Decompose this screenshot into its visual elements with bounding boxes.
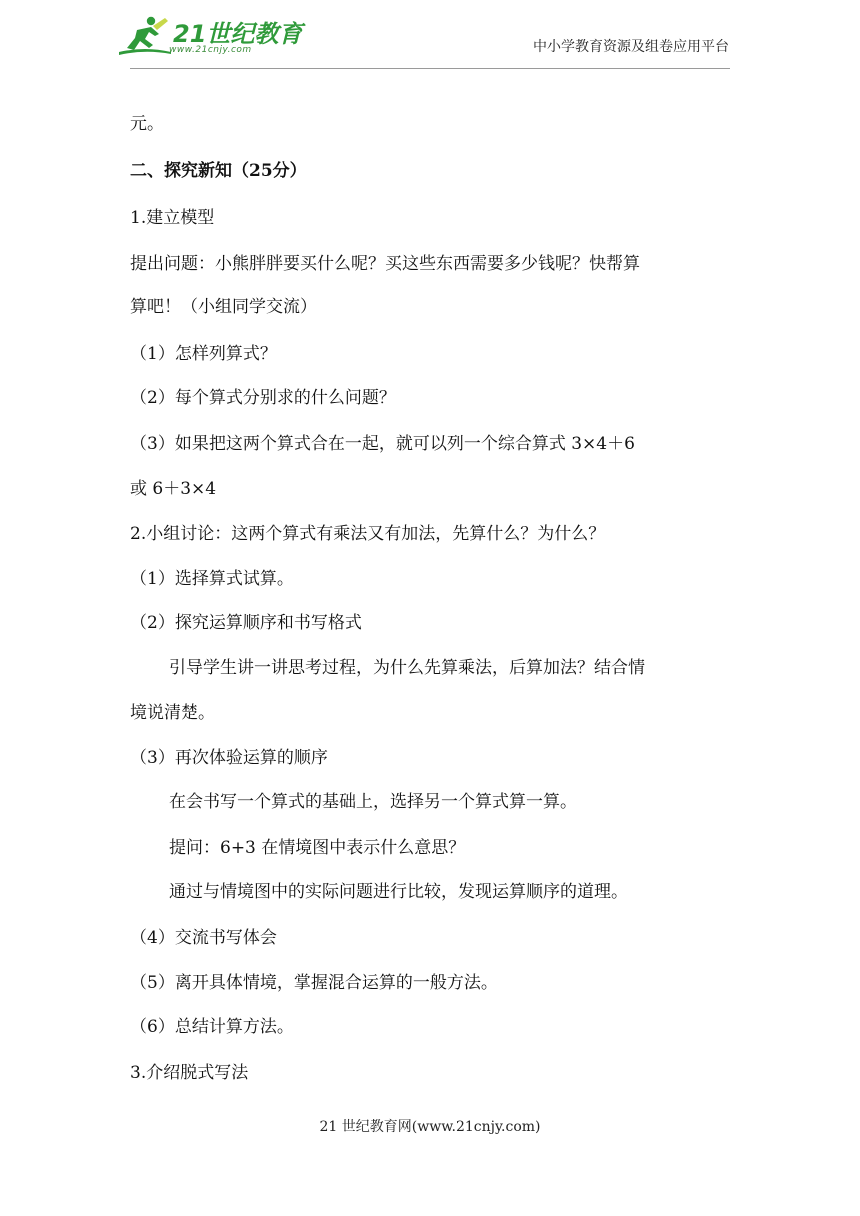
- logo: [115, 12, 303, 58]
- text-line: 境说清楚。: [130, 703, 215, 723]
- page-header: [0, 0, 860, 75]
- list-item: （5）离开具体情境，掌握混合运算的一般方法。: [130, 973, 498, 993]
- platform-title: 中小学教育资源及组卷应用平台: [533, 39, 729, 55]
- list-item: （2）每个算式分别求的什么问题？: [130, 388, 396, 408]
- page-footer: 21 世纪教育网(www.21cnjy.com): [319, 1119, 541, 1135]
- text-line: 算吧！（小组同学交流）: [130, 297, 317, 317]
- section-heading: 二、探究新知（25分）: [130, 161, 307, 181]
- text-line: 元。: [130, 114, 164, 134]
- list-item: （3）如果把这两个算式合在一起，就可以列一个综合算式 3×4＋6: [130, 434, 635, 454]
- text-line: 或 6＋3×4: [130, 479, 217, 499]
- subsection-heading: 2.小组讨论：这两个算式有乘法又有加法，先算什么？为什么？: [130, 524, 606, 544]
- text-line: 提问：6+3 在情境图中表示什么意思？: [169, 838, 466, 858]
- text-line: 引导学生讲一讲思考过程，为什么先算乘法，后算加法？结合情: [169, 658, 645, 678]
- logo-url: www.21cnjy.com: [169, 45, 252, 55]
- text-line: 通过与情境图中的实际问题进行比较，发现运算顺序的道理。: [169, 882, 628, 902]
- header-divider: [130, 68, 730, 69]
- list-item: （2）探究运算顺序和书写格式: [130, 613, 362, 633]
- subsection-heading: 1.建立模型: [130, 208, 215, 228]
- text-line: 在会书写一个算式的基础上，选择另一个算式算一算。: [169, 792, 577, 812]
- list-item: （1）怎样列算式？: [130, 344, 277, 364]
- list-item: （1）选择算式试算。: [130, 569, 294, 589]
- list-item: （4）交流书写体会: [130, 928, 277, 948]
- list-item: （3）再次体验运算的顺序: [130, 748, 328, 768]
- logo-text: 21世纪教育: [173, 20, 303, 48]
- list-item: （6）总结计算方法。: [130, 1017, 294, 1037]
- text-line: 提出问题：小熊胖胖要买什么呢？买这些东西需要多少钱呢？快帮算: [130, 254, 640, 274]
- runner-logo-icon: [115, 12, 175, 58]
- subsection-heading: 3.介绍脱式写法: [130, 1063, 249, 1083]
